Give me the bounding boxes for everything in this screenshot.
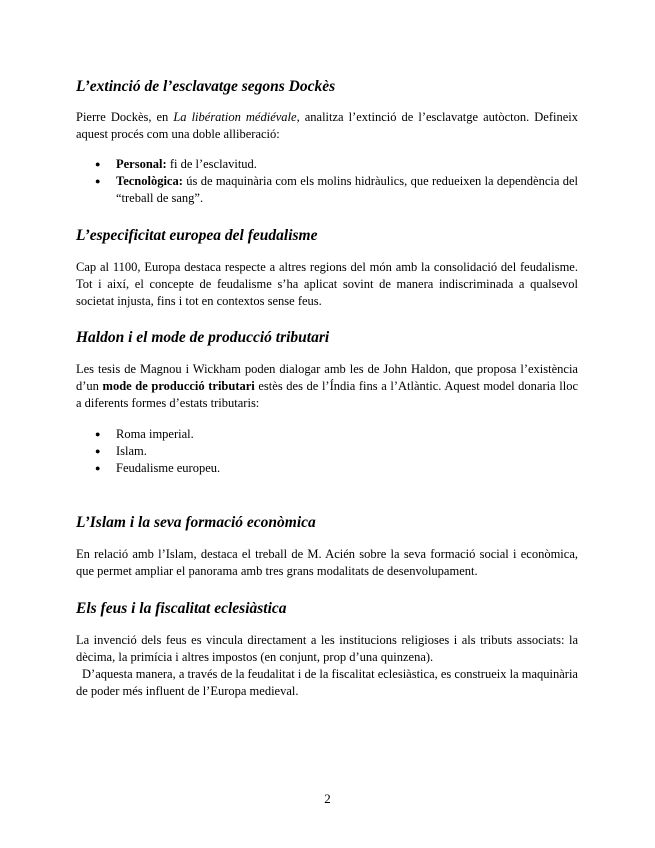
paragraph-fiefs-2-text: D’aquesta manera, a través de la feudalitat i de la fiscalitat eclesiàstica, es construeix la maquinària de poder més influent de l’Europa medieval. [76,667,578,698]
list-item-text: ús de maquinària com els molins hidràulics, que redueixen la dependència del “treball de sang”. [116,174,578,205]
heading-dockes: L’extinció de l’esclavatge segons Dockès [76,78,336,95]
heading-islam: L’Islam i la seva formació econòmica [76,514,316,531]
paragraph-haldon-post: estès des de l’Índia fins a l’Atlàntic. Aquest model donaria lloc a diferents formes d’estats tributaris: [76,379,579,410]
list-item: ● Feudalisme europeu. [76,460,578,477]
paragraph-fiefs-2 [76,666,578,700]
paragraph-dockes-pre: Pierre Dockès, en [76,110,174,124]
paragraph-dockes [76,109,578,143]
tributary-mode-term: mode de producció tributari [102,379,255,393]
paragraph-islam: En relació amb l’Islam, destaca el treball de M. Acién sobre la seva formació social i econòmica, que permet ampliar el panorama amb tres grans modalitats de desenvolupament. [76,547,578,578]
book-title: La libération médiévale [173,110,297,124]
paragraph-dockes-post: , analitza l’extinció de l’esclavatge autòcton. Defineix aquest procés com una doble alliberació: [76,110,579,141]
list-item-label: Tecnològica: [116,174,183,188]
tributary-states-list [76,426,578,477]
paragraph-feudalism: Cap al 1100, Europa destaca respecte a altres regions del món amb la consolidació del feudalisme. Tot i així, el concepte de feudalisme s’ha aplicat sovint de manera indiscriminada a qualsevol societat injusta, fins i tot en contextos sense feus. [76,260,578,308]
paragraph-haldon [76,361,578,412]
heading-fiefs: Els feus i la fiscalitat eclesiàstica [76,600,287,617]
list-item [76,156,578,173]
heading-haldon: Haldon i el mode de producció tributari [76,329,330,346]
paragraph-fiefs-1: La invenció dels feus es vincula directament a les institucions religioses i als tributs associats: la dècima, la primícia i altres impostos (en conjunt, prop d’una quinzena). [76,633,578,664]
page-number: 2 [324,791,331,806]
list-item-label: Personal: [116,157,167,171]
heading-feudalism: L’especificitat europea del feudalisme [76,227,318,244]
liberation-list [76,156,578,207]
list-item-text: fi de l’esclavitud. [166,157,257,171]
list-item: ● Roma imperial. [76,426,578,443]
list-item: ● Islam. [76,443,578,460]
list-item [76,173,578,207]
paragraph-haldon-pre: Les tesis de Magnou i Wickham poden dialogar amb les de John Haldon, que proposa l’existència d’un [76,362,578,393]
